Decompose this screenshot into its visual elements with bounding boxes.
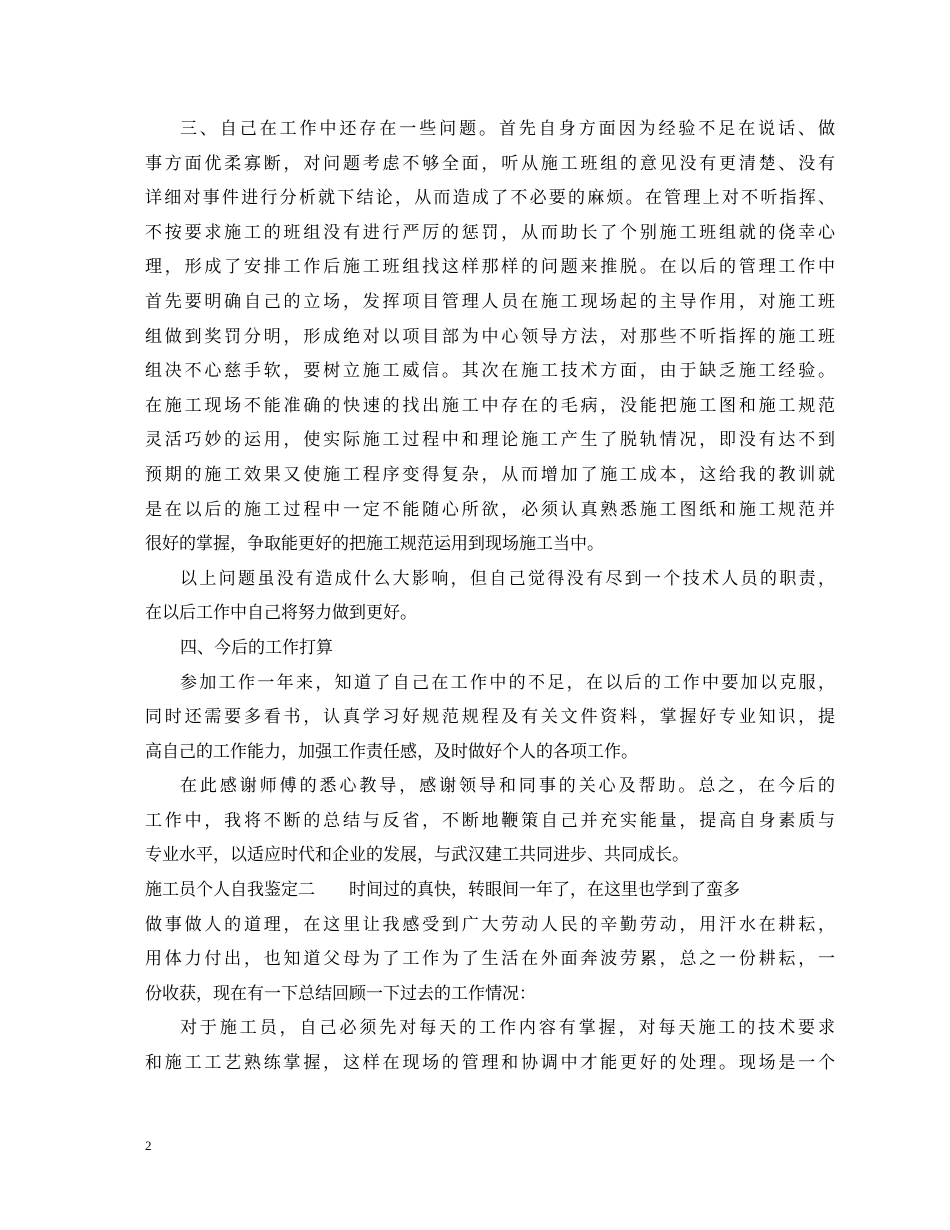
section-title: 施工员个人自我鉴定二 bbox=[145, 880, 315, 901]
section-heading: 四、今后的工作打算 bbox=[180, 637, 333, 658]
text-line: 预期的施工效果又使施工程序变得复杂，从而增加了施工成本，这给我的教训就 bbox=[145, 464, 835, 485]
text-line: 以上问题虽没有造成什么大影响，但自己觉得没有尽到一个技术人员的职责， bbox=[180, 568, 835, 589]
text-line: 首先要明确自己的立场，发挥项目管理人员在施工现场起的主导作用，对施工班 bbox=[145, 291, 835, 312]
text-line: 同时还需要多看书，认真学习好规范规程及有关文件资料，掌握好专业知识，提 bbox=[145, 707, 835, 728]
text-line: 灵活巧妙的运用，使实际施工过程中和理论施工产生了脱轨情况，即没有达不到 bbox=[145, 430, 835, 451]
text-line: 理，形成了安排工作后施工班组找这样那样的问题来推脱。在以后的管理工作中 bbox=[145, 257, 835, 278]
text-line: 在以后工作中自己将努力做到更好。 bbox=[145, 603, 417, 624]
text-line: 三、自己在工作中还存在一些问题。首先自身方面因为经验不足在说话、做 bbox=[180, 119, 835, 139]
text-line: 组决不心慈手软，要树立施工威信。其次在施工技术方面，由于缺乏施工经验。 bbox=[145, 361, 835, 382]
text-line: 对于施工员，自己必须先对每天的工作内容有掌握，对每天施工的技术要求 bbox=[180, 1018, 835, 1039]
text-line: 做事做人的道理，在这里让我感受到广大劳动人民的辛勤劳动，用汗水在耕耘， bbox=[145, 914, 835, 935]
text-line: 在施工现场不能准确的快速的找出施工中存在的毛病，没能把施工图和施工规范 bbox=[145, 395, 835, 416]
text-line: 是在以后的施工过程中一定不能随心所欲，必须认真熟悉施工图纸和施工规范并 bbox=[145, 499, 835, 520]
text-line: 参加工作一年来，知道了自己在工作中的不足，在以后的工作中要加以克服， bbox=[180, 672, 835, 693]
text-line: 工作中，我将不断的总结与反省，不断地鞭策自己并充实能量，提高自身素质与 bbox=[145, 810, 835, 831]
page-number: 2 bbox=[145, 1138, 152, 1153]
text-line: 用体力付出，也知道父母为了工作为了生活在外面奔波劳累，总之一份耕耘，一 bbox=[145, 949, 835, 970]
text-line bbox=[145, 873, 835, 908]
text-line-continuation: 时间过的真快，转眼间一年了，在这里也学到了蛮多 bbox=[349, 880, 740, 901]
text-line: 份收获，现在有一下总结回顾一下过去的工作情况： bbox=[145, 983, 536, 1004]
text-line: 组做到奖罚分明，形成绝对以项目部为中心领导方法，对那些不听指挥的施工班 bbox=[145, 326, 835, 347]
body-text bbox=[145, 112, 835, 1081]
text-line: 事方面优柔寡断，对问题考虑不够全面，听从施工班组的意见没有更清楚、没有 bbox=[145, 153, 835, 174]
text-line: 详细对事件进行分析就下结论，从而造成了不必要的麻烦。在管理上对不听指挥、 bbox=[145, 188, 835, 209]
text-line: 不按要求施工的班组没有进行严厉的惩罚，从而助长了个别施工班组就的侥幸心 bbox=[145, 222, 835, 243]
text-line: 很好的掌握，争取能更好的把施工规范运用到现场施工当中。 bbox=[145, 534, 604, 555]
text-line: 专业水平，以适应时代和企业的发展，与武汉建工共同进步、共同成长。 bbox=[145, 845, 689, 866]
text-line: 在此感谢师傅的悉心教导，感谢领导和同事的关心及帮助。总之，在今后的 bbox=[180, 776, 835, 797]
text-line: 和施工工艺熟练掌握，这样在现场的管理和协调中才能更好的处理。现场是一个 bbox=[145, 1053, 835, 1074]
text-line: 高自己的工作能力，加强工作责任感，及时做好个人的各项工作。 bbox=[145, 741, 638, 762]
